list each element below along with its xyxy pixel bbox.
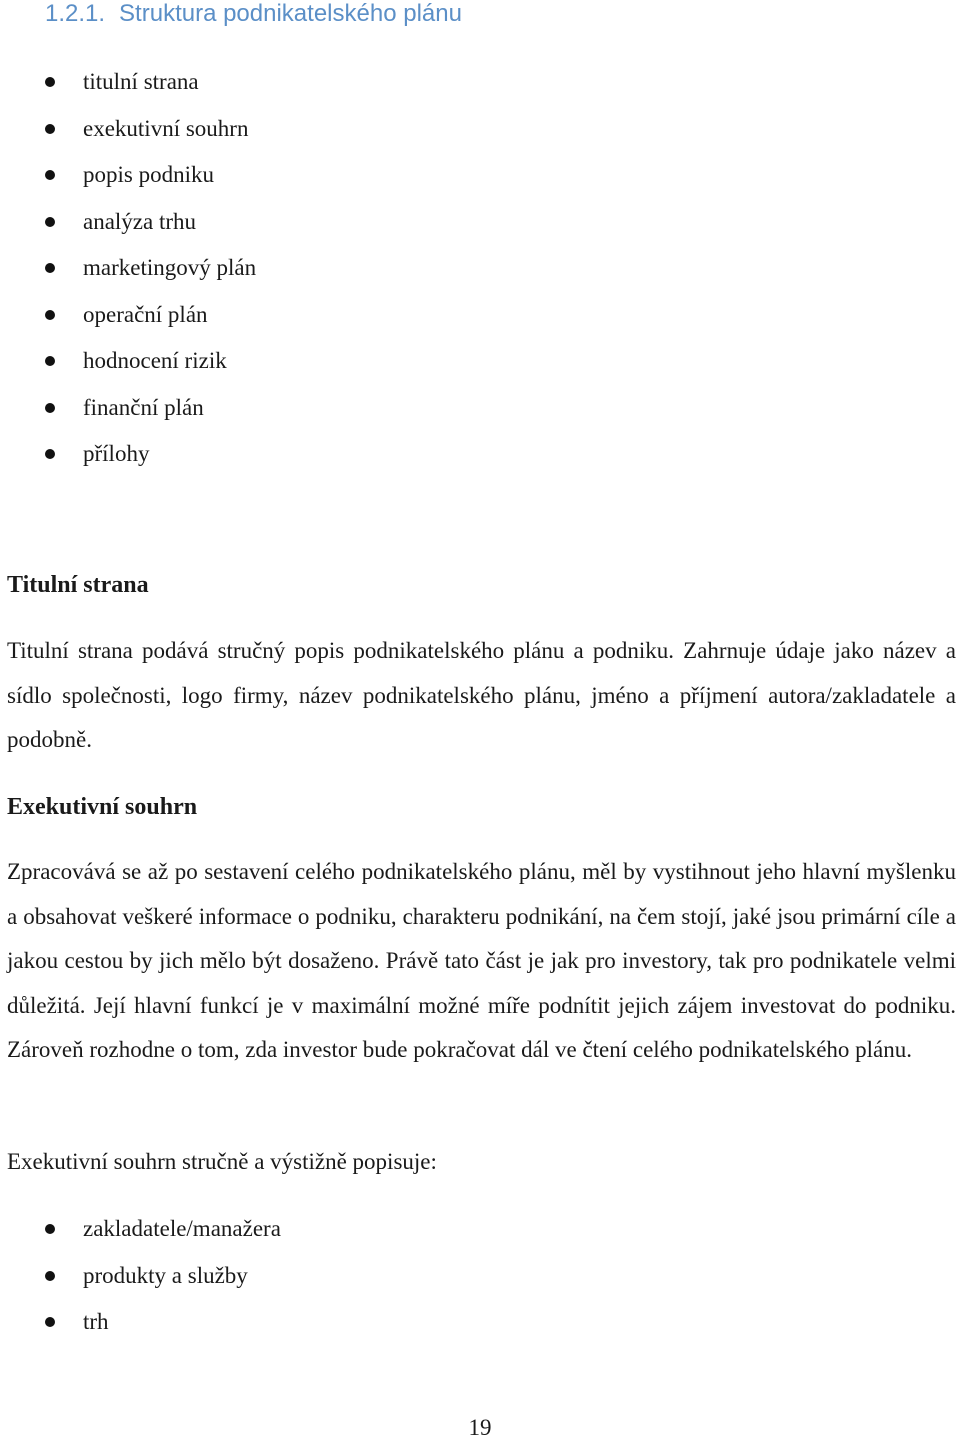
list-item-label: marketingový plán bbox=[83, 255, 257, 280]
list-item-label: exekutivní souhrn bbox=[83, 115, 249, 141]
list-item-label: zakladatele/manažera bbox=[83, 1216, 281, 1241]
list-item bbox=[0, 255, 256, 302]
titulni-strana-paragraph: Titulní strana podává stručný popis podnikatelského plánu a podniku. Zahrnuje údaje jako název a sídlo společnosti, logo firmy, název podnikatelského plánu, jméno a příjmení autora/zakladatele a podobně. bbox=[7, 638, 956, 752]
list-item bbox=[0, 1309, 281, 1356]
bullet-icon bbox=[45, 449, 55, 459]
list-item-label: produkty a služby bbox=[83, 1262, 248, 1288]
bullet-icon bbox=[45, 170, 55, 180]
list-item bbox=[0, 302, 256, 349]
page-number: 19 bbox=[468, 1415, 492, 1440]
titulni-strana-heading: Titulní strana bbox=[7, 572, 149, 598]
exekutivni-souhrn-paragraph: Zpracovává se až po sestavení celého podnikatelského plánu, měl by vystihnout jeho hlavní myšlenku a obsahovat veškeré informace o podniku, charakteru podnikání, na čem stojí, jaké jsou primární cíle a jakou cestou by jich mělo být dosaženo. Právě tato část je jak pro investory, tak pro podnikatele velmi důležitá. Její hlavní funkcí je v maximální možné míře podnítit jejich zájem investovat do podniku. Zároveň rozhodne o tom, zda investor bude pokračovat dál ve čtení celého podnikatelského plánu. bbox=[7, 859, 956, 1062]
list-item bbox=[0, 69, 256, 116]
list-item-label: hodnocení rizik bbox=[83, 348, 227, 373]
list-item bbox=[0, 162, 256, 209]
list-item bbox=[0, 116, 256, 163]
list-item-label: popis podniku bbox=[83, 162, 214, 187]
bullet-icon bbox=[45, 263, 55, 273]
list-item bbox=[0, 1216, 281, 1263]
list-item bbox=[0, 1263, 281, 1310]
section-heading bbox=[45, 0, 462, 28]
exekutivni-souhrn-intro: Exekutivní souhrn stručně a výstižně popisuje: bbox=[7, 1149, 437, 1174]
bullet-icon bbox=[45, 356, 55, 366]
bullet-icon bbox=[45, 1224, 55, 1234]
bullet-icon bbox=[45, 217, 55, 227]
bullet-icon bbox=[45, 403, 55, 413]
bullet-icon bbox=[45, 1271, 55, 1281]
structure-list bbox=[0, 69, 256, 488]
list-item-label: analýza trhu bbox=[83, 208, 197, 234]
list-item-label: titulní strana bbox=[83, 69, 199, 94]
bullet-icon bbox=[45, 77, 55, 87]
list-item bbox=[0, 441, 256, 488]
section-title: Struktura podnikatelského plánu bbox=[119, 0, 462, 27]
section-number: 1.2.1. bbox=[45, 0, 106, 27]
bullet-icon bbox=[45, 1317, 55, 1327]
list-item-label: přílohy bbox=[83, 441, 150, 466]
exekutivni-souhrn-list bbox=[0, 1216, 281, 1356]
list-item-label: finanční plán bbox=[83, 394, 204, 420]
list-item-label: trh bbox=[83, 1309, 109, 1334]
bullet-icon bbox=[45, 310, 55, 320]
list-item-label: operační plán bbox=[83, 301, 208, 327]
list-item bbox=[0, 395, 256, 442]
bullet-icon bbox=[45, 124, 55, 134]
exekutivni-souhrn-heading: Exekutivní souhrn bbox=[7, 794, 198, 820]
list-item bbox=[0, 348, 256, 395]
list-item bbox=[0, 209, 256, 256]
